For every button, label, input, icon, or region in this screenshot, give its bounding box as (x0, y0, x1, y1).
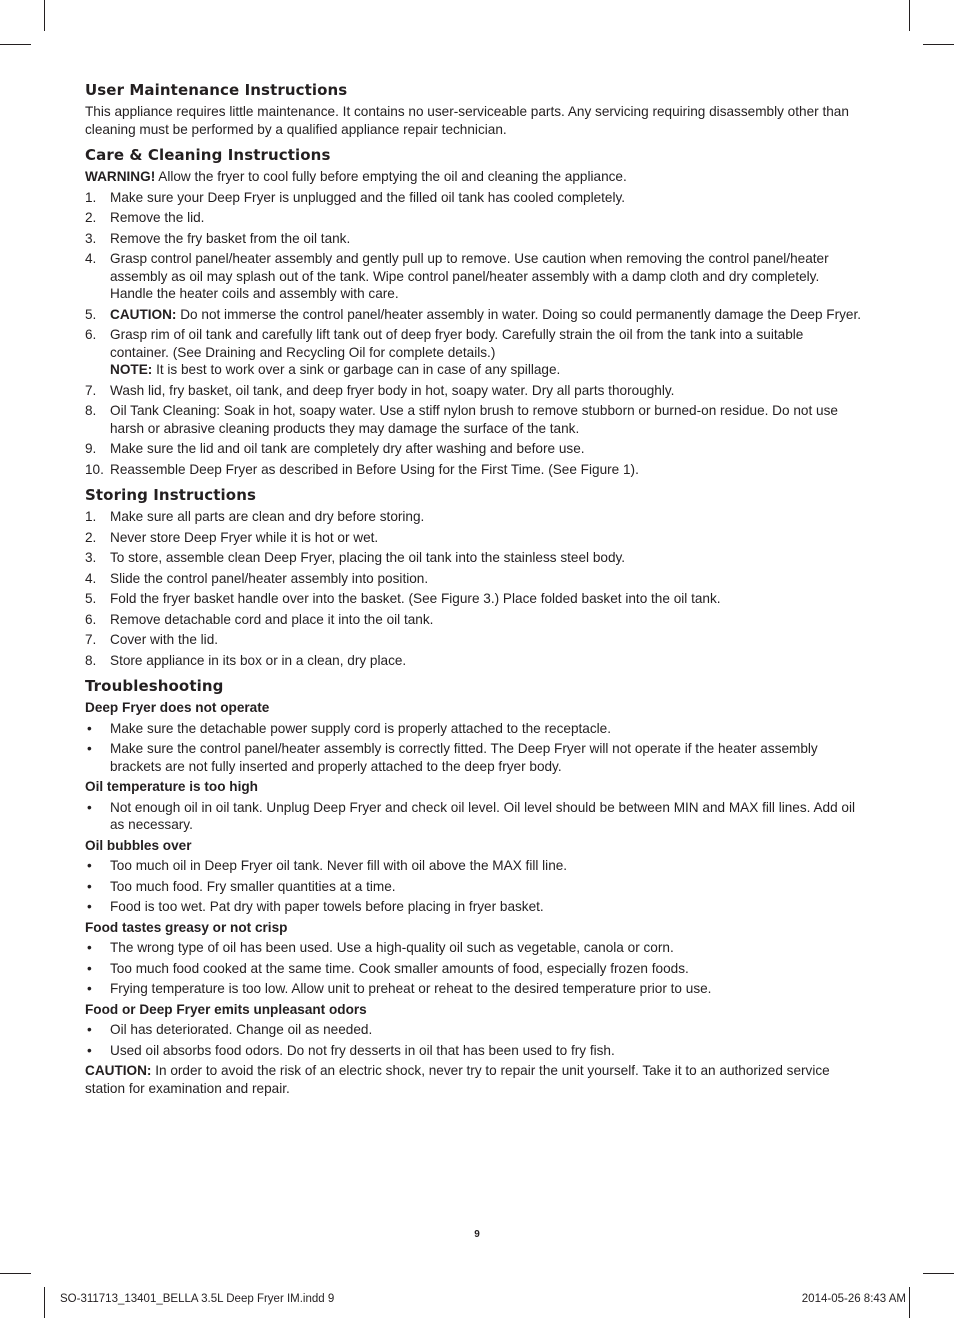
item-text: Used oil absorbs food odors. Do not fry desserts in oil that has been used to fry fish. (110, 1042, 615, 1058)
problem-heading: Deep Fryer does not operate (85, 700, 270, 715)
storing-section (85, 485, 865, 669)
list-item (85, 250, 865, 303)
crop-mark (44, 0, 45, 31)
list-item (85, 382, 865, 400)
step-number: 8. (85, 652, 97, 668)
maintenance-heading: User Maintenance Instructions (85, 81, 348, 99)
step-number: 9. (85, 441, 97, 456)
crop-mark (923, 1273, 954, 1274)
step-text: Make sure all parts are clean and dry before storing. (110, 509, 425, 524)
crop-mark (909, 1287, 910, 1318)
page-number: 9 (474, 1229, 480, 1240)
step-text: Slide the control panel/heater assembly into position. (110, 570, 429, 586)
solution-list (85, 720, 865, 776)
step-text: To store, assemble clean Deep Fryer, placing the oil tank into the stainless steel body. (110, 550, 626, 565)
step-number: 7. (85, 382, 97, 398)
warning-label: WARNING! (85, 169, 156, 184)
cleaning-warning (85, 168, 865, 186)
caution-label: CAUTION: (110, 306, 177, 322)
item-text: The wrong type of oil has been used. Use a high-quality oil such as vegetable, canola or corn. (110, 940, 674, 955)
step-text: Make sure your Deep Fryer is unplugged and the filled oil tank has cooled completely. (110, 189, 626, 205)
item-text: Not enough oil in oil tank. Unplug Deep Fryer and check oil level. Oil level should be between MIN and MAX fill lines. Add oil as necessary. (110, 799, 856, 832)
troubleshooting-section (85, 676, 865, 1097)
item-text: Too much oil in Deep Fryer oil tank. Never fill with oil above the MAX fill line. (110, 858, 568, 873)
bullet: • (87, 1042, 92, 1058)
list-item (85, 508, 865, 526)
problem-heading: Oil bubbles over (85, 837, 192, 853)
bullet: • (87, 799, 92, 815)
step-number: 8. (85, 403, 97, 418)
maintenance-text: This appliance requires little maintenance. It contains no user-serviceable parts. Any servicing requiring disassembly other than cleaning must be performed by a qualified appliance repair technician. (85, 104, 849, 137)
crop-mark (0, 1273, 31, 1274)
step-text: Remove the lid. (110, 210, 205, 225)
list-item (85, 720, 865, 738)
crop-mark (44, 1287, 45, 1318)
note-text: It is best to work over a sink or garbage can in case of any spillage. (152, 362, 561, 377)
print-timestamp: 2014-05-26 8:43 AM (801, 1293, 906, 1305)
list-item (85, 461, 865, 479)
troubleshooting-heading: Troubleshooting (85, 677, 224, 695)
list-item (85, 631, 865, 649)
item-text: Frying temperature is too low. Allow unit to preheat or reheat to the desired temperature prior to use. (110, 981, 712, 996)
step-number: 10. (85, 461, 104, 477)
shock-caution (85, 1062, 865, 1097)
list-item (85, 529, 865, 547)
list-item (85, 570, 865, 588)
list-item (85, 878, 865, 896)
step-text: Make sure the lid and oil tank are completely dry after washing and before use. (110, 441, 585, 456)
list-item (85, 980, 865, 998)
cleaning-heading: Care & Cleaning Instructions (85, 146, 331, 164)
list-item (85, 590, 865, 608)
list-item (85, 209, 865, 227)
step-number: 1. (85, 509, 97, 524)
crop-mark (0, 44, 31, 45)
list-item (85, 549, 865, 567)
step-text: Wash lid, fry basket, oil tank, and deep fryer body in hot, soapy water. Dry all parts thoroughly. (110, 382, 675, 398)
step-number: 5. (85, 591, 97, 606)
step-number: 6. (85, 327, 97, 342)
step-text: Fold the fryer basket handle over into the basket. (See Figure 3.) Place folded basket into the oil tank. (110, 591, 721, 606)
warning-text: Allow the fryer to cool fully before emptying the oil and cleaning the appliance. (155, 169, 627, 184)
crop-mark (923, 44, 954, 45)
solution-list (85, 1021, 865, 1059)
step-text: Reassemble Deep Fryer as described in Before Using for the First Time. (See Figure 1). (110, 461, 639, 477)
solution-list (85, 799, 865, 834)
solution-list (85, 857, 865, 916)
list-item (85, 740, 865, 775)
list-item (85, 898, 865, 916)
bullet: • (87, 899, 92, 914)
cleaning-section (85, 145, 865, 478)
problem-heading: Oil temperature is too high (85, 779, 258, 794)
storing-heading: Storing Instructions (85, 486, 257, 504)
note-label: NOTE: (110, 362, 153, 377)
list-item (85, 611, 865, 629)
solution-list (85, 939, 865, 998)
list-item (85, 402, 865, 437)
item-text: Make sure the detachable power supply cord is properly attached to the receptacle. (110, 720, 611, 736)
step-number: 5. (85, 306, 97, 322)
step-text: Grasp control panel/heater assembly and gently pull up to remove. Use caution when removing the control panel/heater assembly as oil may splash out of the tank. Wipe control panel/heater assembly with a damp cloth and dry completely. Handle the heater coils and assembly with care. (110, 251, 829, 301)
item-text: Too much food cooked at the same time. Cook smaller amounts of food, especially frozen foods. (110, 960, 689, 976)
step-note (110, 361, 865, 379)
list-item (85, 939, 865, 957)
item-text: Oil has deteriorated. Change oil as needed. (110, 1022, 373, 1037)
storing-steps (85, 508, 865, 669)
item-text: Too much food. Fry smaller quantities at a time. (110, 878, 396, 894)
bullet: • (87, 940, 92, 955)
list-item (85, 326, 865, 379)
step-number: 3. (85, 230, 97, 246)
bullet: • (87, 981, 92, 996)
step-text: Store appliance in its box or in a clean, dry place. (110, 652, 407, 668)
bullet: • (87, 720, 92, 736)
step-text: Do not immerse the control panel/heater assembly in water. Doing so could permanently damage the Deep Fryer. (180, 306, 862, 322)
manual-page-content (85, 80, 865, 1097)
list-item (85, 652, 865, 670)
list-item (85, 799, 865, 834)
step-text: Remove detachable cord and place it into the oil tank. (110, 611, 434, 627)
problem-heading: Food tastes greasy or not crisp (85, 919, 288, 935)
step-number: 4. (85, 570, 97, 586)
step-text: Oil Tank Cleaning: Soak in hot, soapy water. Use a stiff nylon brush to remove stubborn or burned-on residue. Do not use harsh or abrasive cleaning products they may damage the surface of the tank. (110, 403, 838, 436)
step-text: Grasp rim of oil tank and carefully lift tank out of deep fryer body. Carefully strain the oil from the tank into a suitable container. (See Draining and Recycling Oil for complete details.) (110, 327, 804, 360)
step-text: Cover with the lid. (110, 632, 219, 647)
list-item (85, 1021, 865, 1039)
list-item (85, 189, 865, 207)
list-item (85, 440, 865, 458)
list-item (85, 1042, 865, 1060)
step-number: 1. (85, 189, 97, 205)
bullet: • (87, 1022, 92, 1037)
step-text: Remove the fry basket from the oil tank. (110, 230, 351, 246)
file-slug: SO-311713_13401_BELLA 3.5L Deep Fryer IM.indd 9 (60, 1293, 335, 1305)
crop-mark (909, 0, 910, 31)
caution-text: In order to avoid the risk of an electric shock, never try to repair the unit yourself. Take it to an authorized service station for examination and repair. (85, 1063, 830, 1096)
step-number: 7. (85, 632, 97, 647)
step-number: 2. (85, 210, 97, 225)
list-item (85, 230, 865, 248)
list-item (85, 306, 865, 324)
problem-heading: Food or Deep Fryer emits unpleasant odors (85, 1001, 367, 1017)
step-number: 6. (85, 611, 97, 627)
step-text: Never store Deep Fryer while it is hot or wet. (110, 529, 379, 545)
step-number: 3. (85, 550, 97, 565)
list-item (85, 960, 865, 978)
bullet: • (87, 960, 92, 976)
step-number: 4. (85, 251, 97, 266)
cleaning-steps (85, 189, 865, 479)
item-text: Food is too wet. Pat dry with paper towels before placing in fryer basket. (110, 899, 544, 914)
item-text: Make sure the control panel/heater assembly is correctly fitted. The Deep Fryer will not operate if the heater assembly brackets are not fully inserted and properly attached to the deep fryer body. (110, 741, 818, 774)
caution-label: CAUTION: (85, 1063, 152, 1078)
bullet: • (87, 878, 92, 894)
bullet: • (87, 741, 92, 756)
maintenance-section (85, 80, 865, 138)
step-number: 2. (85, 529, 97, 545)
list-item (85, 857, 865, 875)
bullet: • (87, 858, 92, 873)
